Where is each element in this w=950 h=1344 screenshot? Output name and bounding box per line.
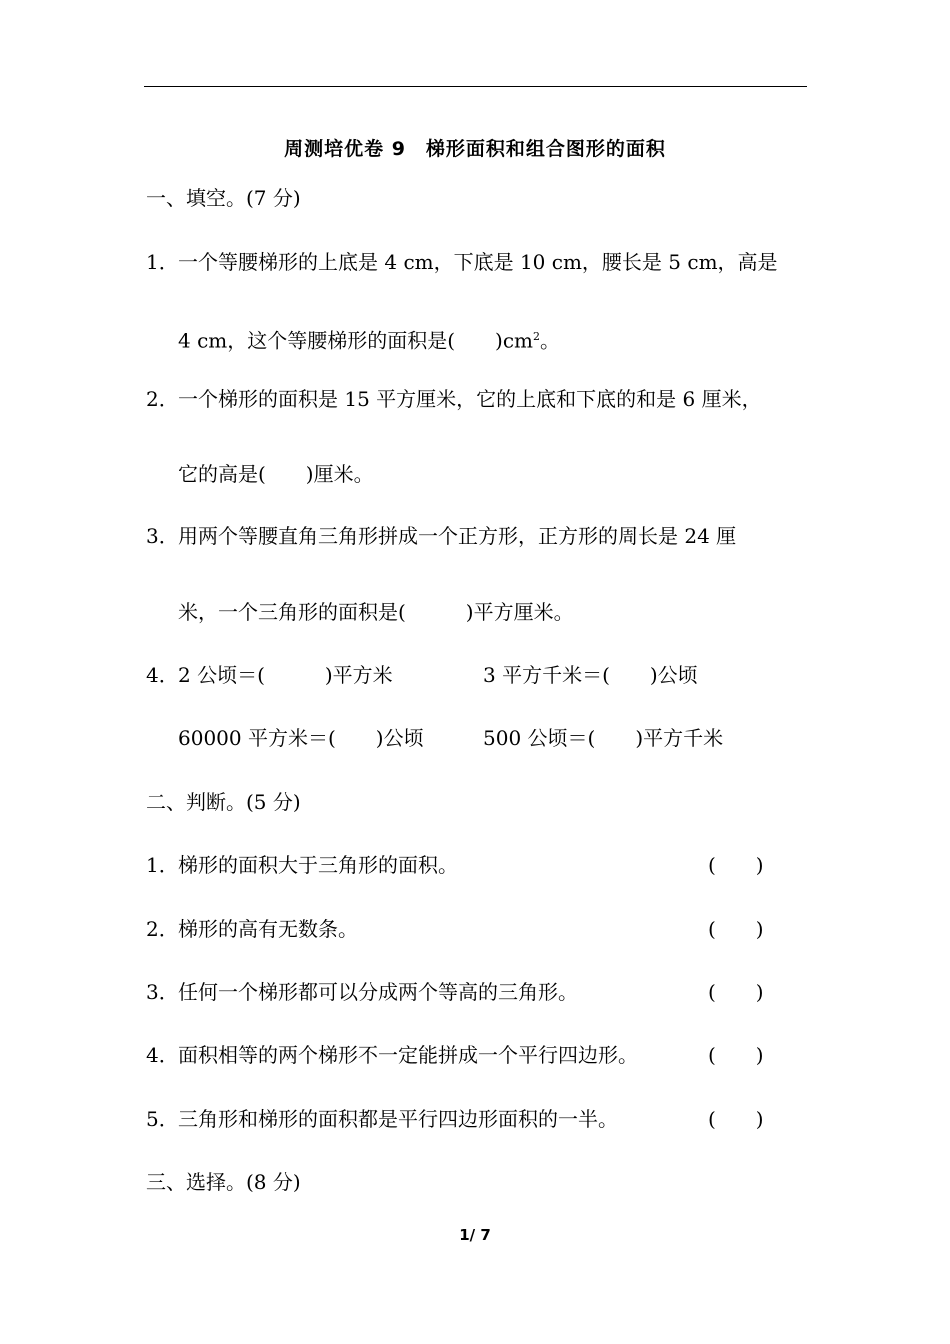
question-number: 1． (146, 853, 179, 877)
header-rule (144, 86, 807, 87)
question-text-continued (178, 324, 560, 354)
conversion-item: 60000 平方米＝( )公顷 (178, 726, 424, 750)
answer-blank: ( ) (708, 1107, 764, 1131)
judge-statement: 任何一个梯形都可以分成两个等高的三角形。 (178, 980, 578, 1004)
section-heading-fill: 一、填空。(7 分) (146, 186, 301, 210)
q1-period: 。 (540, 328, 561, 353)
question-number: 5． (146, 1107, 179, 1131)
conversion-item: 2 公顷＝( )平方米 (178, 663, 393, 687)
conversion-item: 3 平方千米＝( )公顷 (483, 663, 698, 687)
judge-statement: 梯形的高有无数条。 (178, 917, 358, 941)
question-text-continued: 米，一个三角形的面积是( )平方厘米。 (178, 600, 574, 624)
question-text: 用两个等腰直角三角形拼成一个正方形，正方形的周长是 24 厘 (178, 524, 737, 548)
judge-statement: 梯形的面积大于三角形的面积。 (178, 853, 458, 877)
answer-blank: ( ) (708, 853, 764, 877)
judge-statement: 三角形和梯形的面积都是平行四边形面积的一半。 (178, 1107, 618, 1131)
unit-exponent: 2 (533, 330, 541, 343)
question-text: 一个梯形的面积是 15 平方厘米，它的上底和下底的和是 6 厘米， (178, 387, 762, 411)
question-number: 3． (146, 980, 179, 1004)
question-number: 4． (146, 1043, 179, 1067)
question-text: 一个等腰梯形的上底是 4 cm，下底是 10 cm，腰长是 5 cm，高是 (178, 250, 778, 274)
section-heading-judge: 二、判断。(5 分) (146, 790, 301, 814)
question-text-continued: 它的高是( )厘米。 (178, 462, 374, 486)
conversion-item: 500 公顷＝( )平方千米 (483, 726, 724, 750)
answer-blank: ( ) (708, 917, 764, 941)
page-number: 1/ 7 (459, 1226, 491, 1244)
question-number: 2． (146, 387, 179, 411)
judge-statement: 面积相等的两个梯形不一定能拼成一个平行四边形。 (178, 1043, 638, 1067)
page-title: 周测培优卷 9 梯形面积和组合图形的面积 (284, 138, 666, 160)
answer-blank: ( ) (708, 1043, 764, 1067)
question-number: 3． (146, 524, 179, 548)
question-number: 1． (146, 250, 179, 274)
section-heading-choice: 三、选择。(8 分) (146, 1170, 301, 1194)
q1-answer-text: 4 cm，这个等腰梯形的面积是( )cm (178, 328, 534, 353)
question-number: 4． (146, 663, 179, 687)
answer-blank: ( ) (708, 980, 764, 1004)
question-number: 2． (146, 917, 179, 941)
